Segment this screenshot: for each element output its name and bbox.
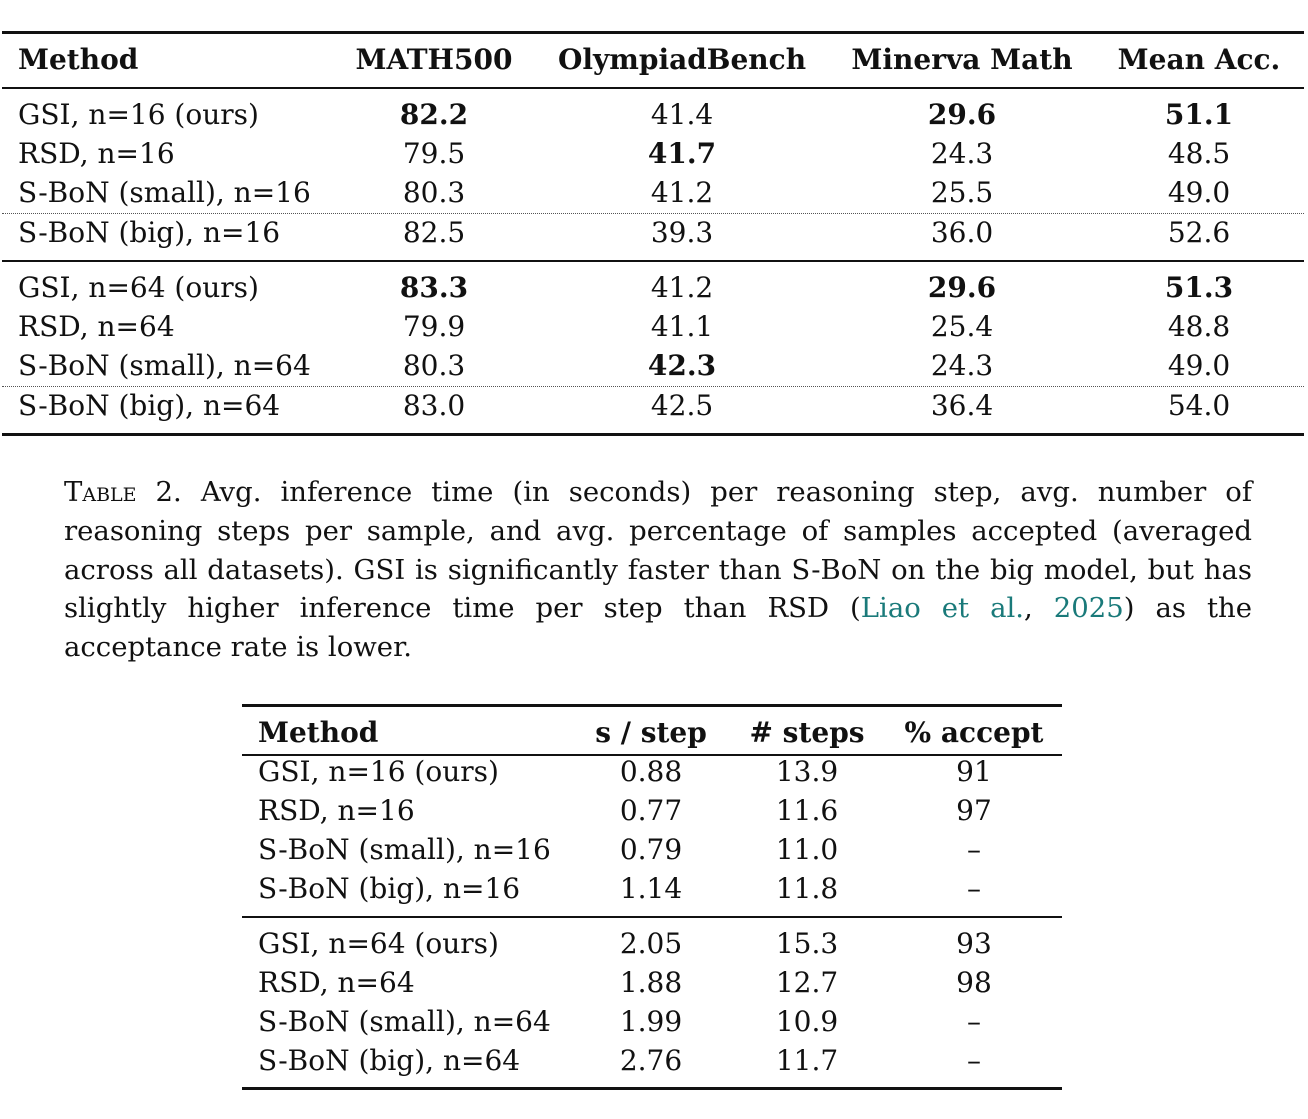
table2-header-method: Method	[258, 716, 379, 749]
table2-cell: –	[967, 1005, 981, 1038]
table1-cell: 48.8	[1167, 310, 1231, 343]
table2-cell: 91	[956, 755, 992, 788]
table1-cell: 49.0	[1167, 176, 1231, 209]
table2-cell: 15.3	[775, 927, 839, 960]
table2-top-rule	[242, 704, 1062, 707]
table1-cell: 24.3	[930, 137, 994, 170]
citation-author-link[interactable]: Liao et al.	[860, 592, 1025, 625]
table1-group-rule	[2, 260, 1304, 262]
table1-cell: 49.0	[1167, 349, 1231, 382]
table2-cell: 1.88	[619, 966, 683, 999]
table2-cell: 0.77	[619, 794, 683, 827]
table2-header-num-steps: # steps	[749, 716, 865, 749]
table1-row-method: S-BoN (small), n=64	[18, 349, 311, 382]
table2-row-method: RSD, n=64	[258, 966, 415, 999]
table1-cell: 51.1	[1164, 98, 1234, 131]
table1-header-minerva-math: Minerva Math	[851, 43, 1073, 76]
caption-label: Table 2.	[64, 476, 182, 508]
table1-cell: 29.6	[927, 271, 997, 304]
table1-header-method: Method	[18, 43, 139, 76]
table2-cell: 11.6	[775, 794, 839, 827]
table2-header-pct-accept: % accept	[904, 716, 1044, 749]
table2-row-method: S-BoN (small), n=16	[258, 833, 551, 866]
table2-cell: –	[967, 833, 981, 866]
table1-cell: 42.5	[650, 389, 714, 422]
table2-row-method: S-BoN (big), n=16	[258, 872, 521, 905]
table2-cell: 2.76	[619, 1044, 683, 1077]
table1-row-method: S-BoN (big), n=64	[18, 389, 281, 422]
table1-row-method: RSD, n=16	[18, 137, 175, 170]
table2-row-method: S-BoN (big), n=64	[258, 1044, 521, 1077]
table2-row-method: RSD, n=16	[258, 794, 415, 827]
citation-separator: ,	[1024, 592, 1054, 625]
table2-cell: 1.14	[619, 872, 683, 905]
table1-cell: 41.7	[647, 137, 717, 170]
table1-row-method: S-BoN (small), n=16	[18, 176, 311, 209]
table1-dotted-separator	[2, 386, 1304, 387]
table1-cell: 24.3	[930, 349, 994, 382]
table2-cell: 12.7	[775, 966, 839, 999]
table1-top-rule	[2, 31, 1304, 34]
table1-cell: 25.4	[930, 310, 994, 343]
table2-cell: 11.0	[775, 833, 839, 866]
table1-cell: 54.0	[1167, 389, 1231, 422]
table2-cell: 0.79	[619, 833, 683, 866]
table2-cell: 97	[956, 794, 992, 827]
table2-row-method: GSI, n=64 (ours)	[258, 927, 499, 960]
table1-cell: 41.4	[650, 98, 714, 131]
table2-cell: 1.99	[619, 1005, 683, 1038]
table1-cell: 82.5	[402, 216, 466, 249]
table1-cell: 83.3	[399, 271, 469, 304]
citation-year-link[interactable]: 2025	[1053, 592, 1124, 625]
table1-cell: 36.0	[930, 216, 994, 249]
table1-bottom-rule	[2, 433, 1304, 436]
table2-cell: 11.8	[775, 872, 839, 905]
table1-cell: 48.5	[1167, 137, 1231, 170]
table-caption	[64, 473, 1252, 667]
table1-cell: 51.3	[1164, 271, 1234, 304]
table2-bottom-rule	[242, 1087, 1062, 1090]
caption-text: Avg. inference time (in seconds) per reasoning step, avg. number of reasoning steps per sample, and avg. percentage of samples accepted (averaged across all datasets). GSI is significantly faster than S-BoN on the big model, but has slightly higher inference time per step than RSD (	[64, 476, 1252, 625]
table1-cell: 79.9	[402, 310, 466, 343]
table2-cell: 98	[956, 966, 992, 999]
table2-row-method: S-BoN (small), n=64	[258, 1005, 551, 1038]
table2-cell: 93	[956, 927, 992, 960]
table1-cell: 25.5	[930, 176, 994, 209]
table2-cell: 13.9	[775, 755, 839, 788]
table1-row-method: GSI, n=16 (ours)	[18, 98, 259, 131]
table1-cell: 80.3	[402, 349, 466, 382]
caption-text-end: ) as the acceptance rate is lower.	[64, 592, 1252, 664]
table1-cell: 41.2	[650, 271, 714, 304]
table1-cell: 82.2	[399, 98, 469, 131]
table2-group-rule	[242, 916, 1062, 918]
table2-cell: 11.7	[775, 1044, 839, 1077]
table1-cell: 29.6	[927, 98, 997, 131]
table2-cell: –	[967, 872, 981, 905]
table1-cell: 52.6	[1167, 216, 1231, 249]
table1-header-mean-acc: Mean Acc.	[1117, 43, 1281, 76]
table1-cell: 79.5	[402, 137, 466, 170]
table1-cell: 41.1	[650, 310, 714, 343]
table1-header-olympiadbench: OlympiadBench	[557, 43, 807, 76]
table1-cell: 39.3	[650, 216, 714, 249]
table2-cell: 10.9	[775, 1005, 839, 1038]
table1-cell: 42.3	[647, 349, 717, 382]
table1-row-method: GSI, n=64 (ours)	[18, 271, 259, 304]
table1-header-rule	[2, 87, 1304, 89]
table1-row-method: S-BoN (big), n=16	[18, 216, 281, 249]
table1-cell: 36.4	[930, 389, 994, 422]
table2-cell: –	[967, 1044, 981, 1077]
table1-cell: 41.2	[650, 176, 714, 209]
table2-header-s-per-step: s / step	[595, 716, 707, 749]
table1-dotted-separator	[2, 213, 1304, 214]
table1-cell: 83.0	[402, 389, 466, 422]
table1-header-math500: MATH500	[355, 43, 513, 76]
table1-cell: 80.3	[402, 176, 466, 209]
table1-row-method: RSD, n=64	[18, 310, 175, 343]
table2-row-method: GSI, n=16 (ours)	[258, 755, 499, 788]
table2-cell: 0.88	[619, 755, 683, 788]
table2-cell: 2.05	[619, 927, 683, 960]
